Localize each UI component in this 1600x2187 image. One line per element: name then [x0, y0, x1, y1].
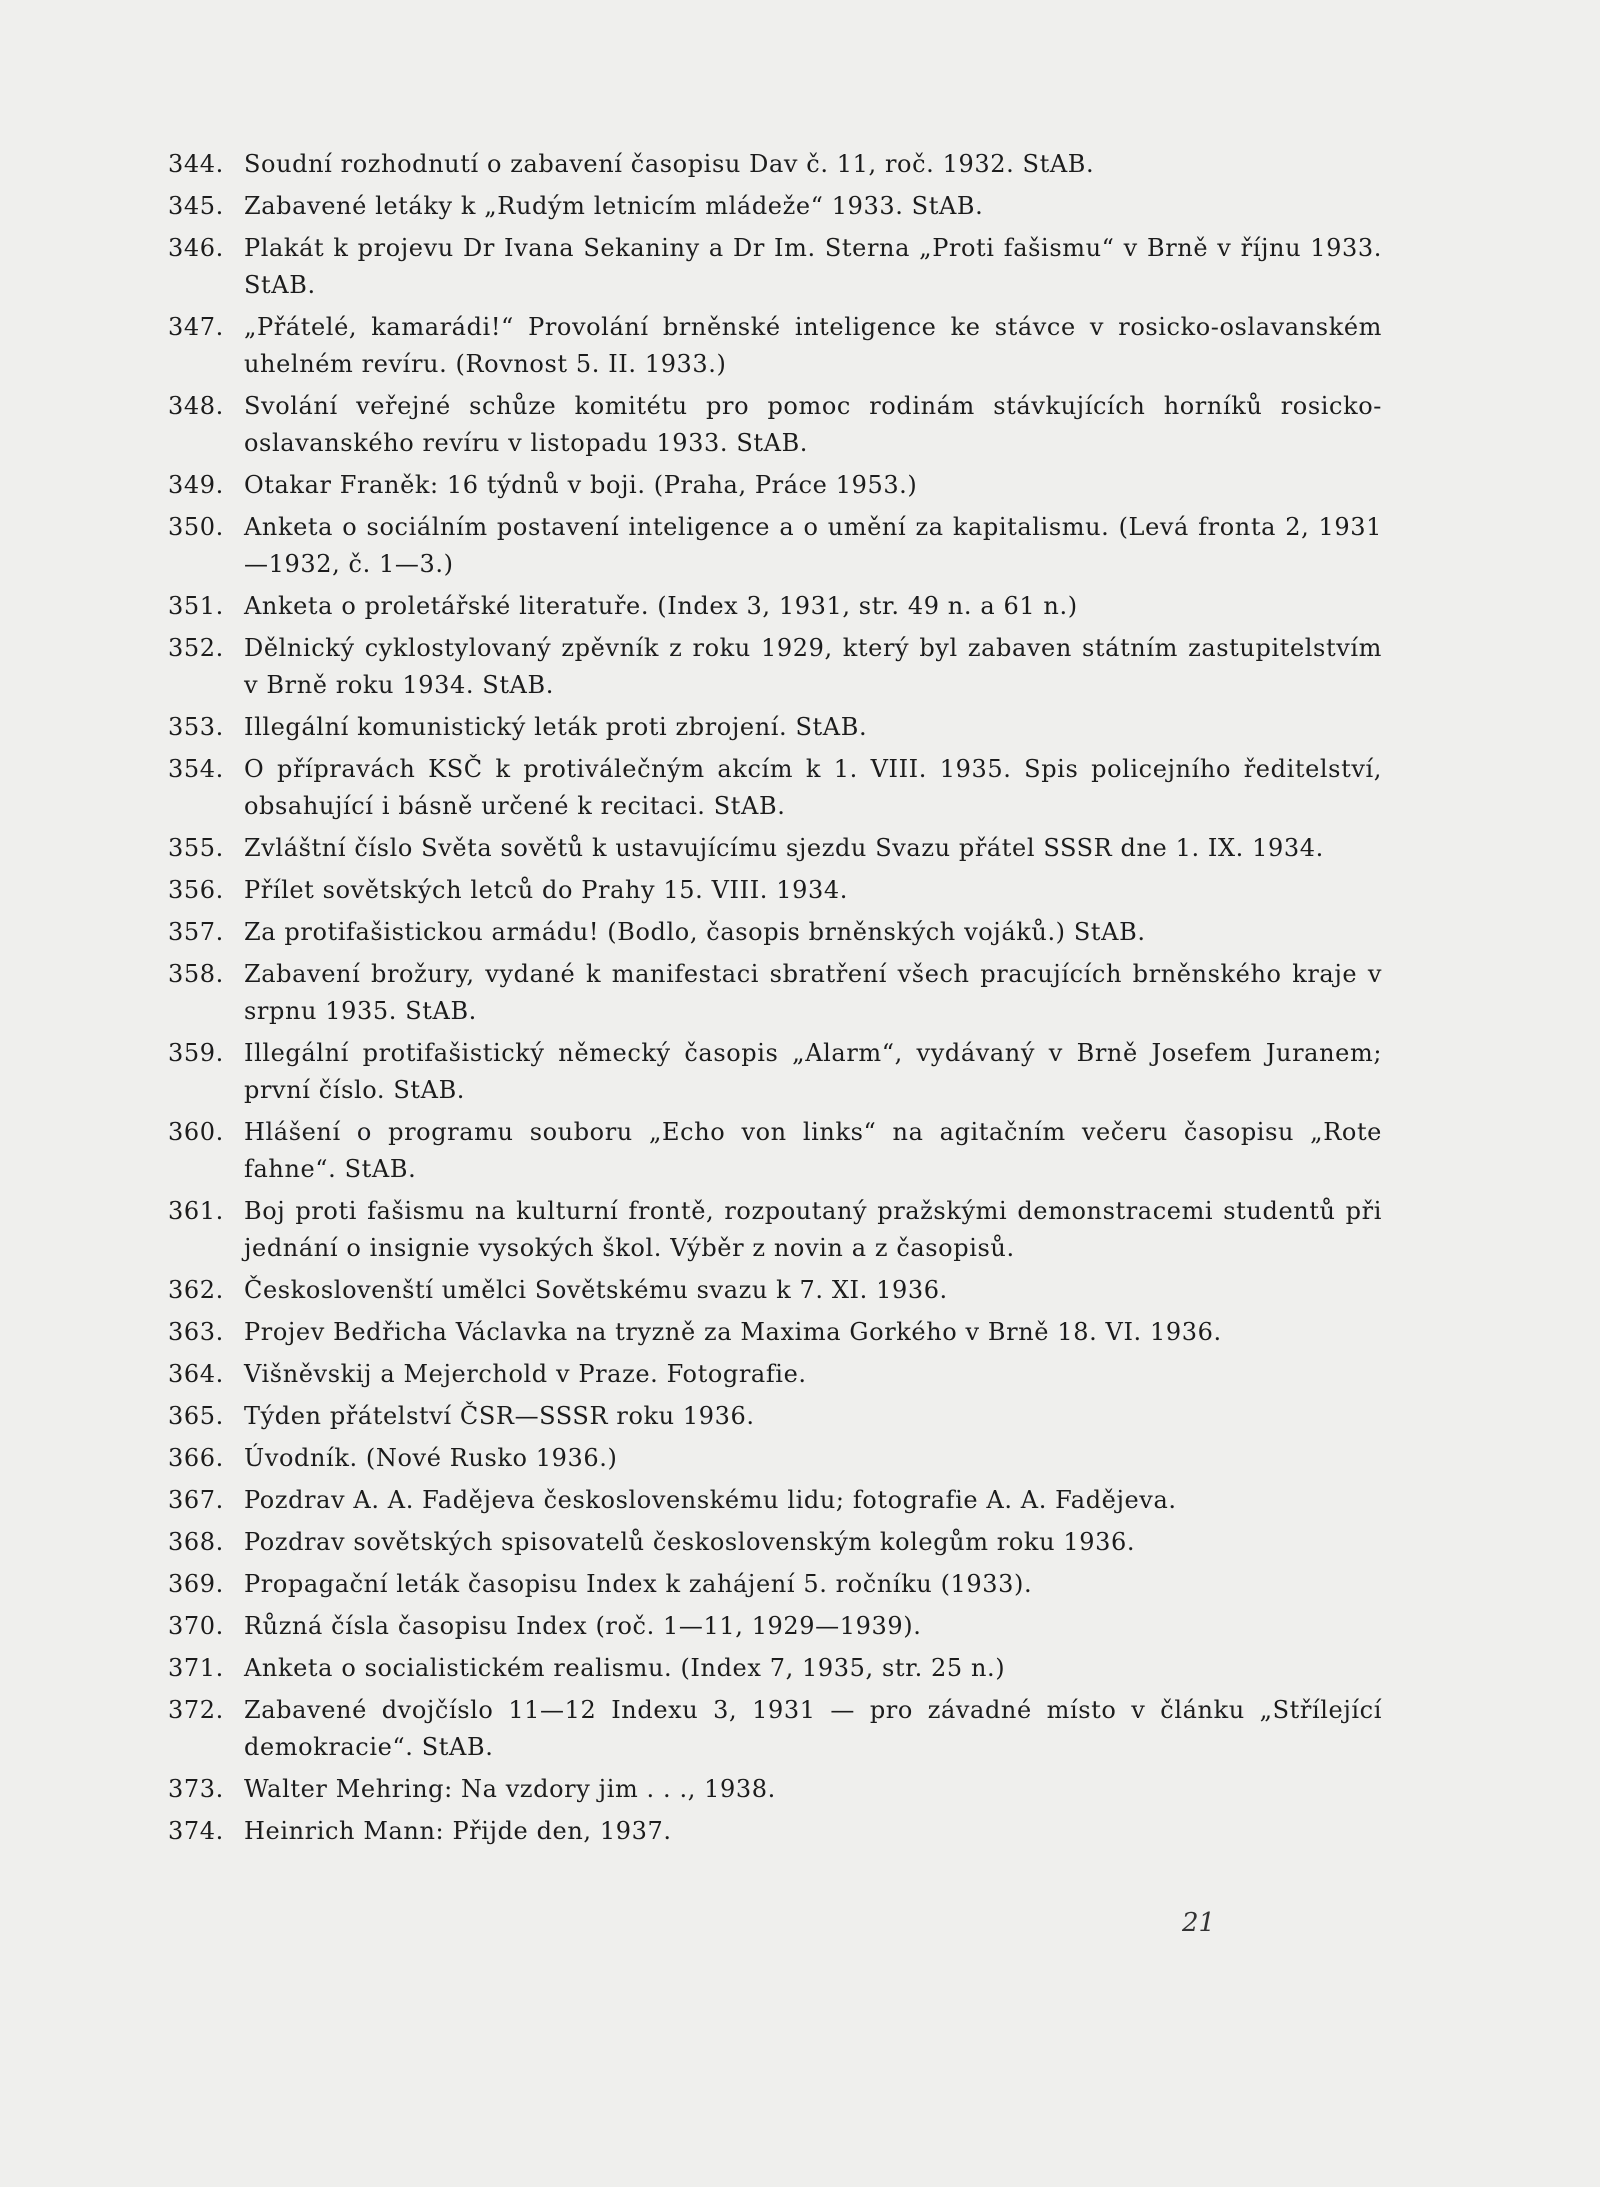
entry-text: Propagační leták časopisu Index k zahájení 5. ročníku (1933). — [244, 1570, 1033, 1598]
entry-number: 345. — [168, 192, 224, 220]
entry-number: 356. — [168, 876, 224, 904]
list-item — [168, 709, 1382, 746]
entry-number: 344. — [168, 150, 224, 178]
entry-number: 366. — [168, 1444, 224, 1472]
entry-number: 365. — [168, 1402, 224, 1430]
entry-text: Různá čísla časopisu Index (roč. 1—11, 1929—1939). — [244, 1612, 922, 1640]
entry-text: Heinrich Mann: Přijde den, 1937. — [244, 1817, 672, 1845]
entry-text: Walter Mehring: Na vzdory jim . . ., 1938. — [244, 1775, 776, 1803]
entry-number: 368. — [168, 1528, 224, 1556]
entry-text: Soudní rozhodnutí o zabavení časopisu Dav č. 11, roč. 1932. StAB. — [244, 150, 1095, 178]
list-item — [168, 1356, 1382, 1393]
entry-number: 359. — [168, 1039, 224, 1067]
entry-text: Boj proti fašismu na kulturní frontě, rozpoutaný pražskými demonstracemi studentů při jednání o insignie vysokých škol. Výběr z novin a z časopisů. — [244, 1197, 1382, 1262]
list-item — [168, 1035, 1382, 1109]
list-item — [168, 146, 1382, 183]
page-number: 21 — [1182, 1908, 1216, 1938]
entry-number: 369. — [168, 1570, 224, 1598]
entry-text: Anketa o socialistickém realismu. (Index 7, 1935, str. 25 n.) — [244, 1654, 1006, 1682]
entry-number: 373. — [168, 1775, 224, 1803]
entry-number: 346. — [168, 234, 224, 262]
list-item — [168, 1482, 1382, 1519]
list-item — [168, 230, 1382, 304]
list-item — [168, 1440, 1382, 1477]
entry-text: Pozdrav sovětských spisovatelů československým kolegům roku 1936. — [244, 1528, 1136, 1556]
list-item — [168, 1524, 1382, 1561]
list-item — [168, 830, 1382, 867]
entry-number: 357. — [168, 918, 224, 946]
entry-text: „Přátelé, kamarádi!“ Provolání brněnské inteligence ke stávce v rosicko-oslavanském uhelném revíru. (Rovnost 5. II. 1933.) — [244, 313, 1382, 378]
entry-number: 355. — [168, 834, 224, 862]
entry-number: 374. — [168, 1817, 224, 1845]
entry-text: Pozdrav A. A. Fadějeva československému lidu; fotografie A. A. Fadějeva. — [244, 1486, 1177, 1514]
entry-text: Zabavení brožury, vydané k manifestaci sbratření všech pracujících brněnského kraje v srpnu 1935. StAB. — [244, 960, 1382, 1025]
list-item — [168, 914, 1382, 951]
list-item — [168, 1650, 1382, 1687]
entry-number: 370. — [168, 1612, 224, 1640]
list-item — [168, 1771, 1382, 1808]
list-item — [168, 956, 1382, 1030]
entry-number: 352. — [168, 634, 224, 662]
list-item — [168, 1314, 1382, 1351]
entry-number: 360. — [168, 1118, 224, 1146]
entry-number: 361. — [168, 1197, 224, 1225]
entry-number: 347. — [168, 313, 224, 341]
entry-text: Višněvskij a Mejerchold v Praze. Fotografie. — [244, 1360, 807, 1388]
list-item — [168, 751, 1382, 825]
entry-number: 372. — [168, 1696, 224, 1724]
list-item — [168, 509, 1382, 583]
list-item — [168, 1114, 1382, 1188]
list-item — [168, 1813, 1382, 1850]
entry-number: 363. — [168, 1318, 224, 1346]
list-item — [168, 467, 1382, 504]
entry-text: Projev Bedřicha Václavka na tryzně za Maxima Gorkého v Brně 18. VI. 1936. — [244, 1318, 1222, 1346]
entry-text: Illegální protifašistický německý časopis „Alarm“, vydávaný v Brně Josefem Juranem; první číslo. StAB. — [244, 1039, 1382, 1104]
list-item — [168, 309, 1382, 383]
list-item — [168, 588, 1382, 625]
entry-number: 371. — [168, 1654, 224, 1682]
entry-number: 354. — [168, 755, 224, 783]
entry-text: Úvodník. (Nové Rusko 1936.) — [244, 1444, 618, 1472]
entry-number: 367. — [168, 1486, 224, 1514]
entry-number: 364. — [168, 1360, 224, 1388]
list-item — [168, 872, 1382, 909]
entry-text: Týden přátelství ČSR—SSSR roku 1936. — [244, 1402, 755, 1430]
list-item — [168, 1398, 1382, 1435]
entry-text: Zabavené letáky k „Rudým letnicím mládeže“ 1933. StAB. — [244, 192, 984, 220]
entry-text: Zvláštní číslo Světa sovětů k ustavujícímu sjezdu Svazu přátel SSSR dne 1. IX. 1934. — [244, 834, 1324, 862]
list-item — [168, 1608, 1382, 1645]
entry-list — [168, 146, 1382, 1855]
entry-text: Anketa o sociálním postavení inteligence a o umění za kapitalismu. (Levá fronta 2, 1931—1932, č. 1—3.) — [244, 513, 1382, 578]
entry-number: 358. — [168, 960, 224, 988]
list-item — [168, 188, 1382, 225]
entry-text: Illegální komunistický leták proti zbrojení. StAB. — [244, 713, 868, 741]
entry-number: 350. — [168, 513, 224, 541]
entry-text: Zabavené dvojčíslo 11—12 Indexu 3, 1931 — pro závadné místo v článku „Střílející demokracie“. StAB. — [244, 1696, 1382, 1761]
entry-text: Za protifašistickou armádu! (Bodlo, časopis brněnských vojáků.) StAB. — [244, 918, 1146, 946]
list-item — [168, 630, 1382, 704]
entry-text: O přípravách KSČ k protiválečným akcím k 1. VIII. 1935. Spis policejního ředitelství, obsahující i básně určené k recitaci. StAB. — [244, 755, 1382, 820]
entry-text: Přílet sovětských letců do Prahy 15. VIII. 1934. — [244, 876, 848, 904]
list-item — [168, 388, 1382, 462]
list-item — [168, 1566, 1382, 1603]
entry-number: 353. — [168, 713, 224, 741]
entry-number: 362. — [168, 1276, 224, 1304]
entry-number: 349. — [168, 471, 224, 499]
entry-text: Anketa o proletářské literatuře. (Index 3, 1931, str. 49 n. a 61 n.) — [244, 592, 1078, 620]
entry-text: Hlášení o programu souboru „Echo von links“ na agitačním večeru časopisu „Rote fahne“. StAB. — [244, 1118, 1382, 1183]
entry-text: Dělnický cyklostylovaný zpěvník z roku 1929, který byl zabaven státním zastupitelstvím v Brně roku 1934. StAB. — [244, 634, 1382, 699]
list-item — [168, 1272, 1382, 1309]
list-item — [168, 1193, 1382, 1267]
entry-text: Otakar Franěk: 16 týdnů v boji. (Praha, Práce 1953.) — [244, 471, 918, 499]
entry-number: 351. — [168, 592, 224, 620]
entry-text: Svolání veřejné schůze komitétu pro pomoc rodinám stávkujících horníků rosicko-oslavanského revíru v listopadu 1933. StAB. — [244, 392, 1382, 457]
entry-text: Plakát k projevu Dr Ivana Sekaniny a Dr Im. Sterna „Proti fašismu“ v Brně v říjnu 1933. StAB. — [244, 234, 1382, 299]
entry-number: 348. — [168, 392, 224, 420]
entry-text: Českoslovenští umělci Sovětskému svazu k 7. XI. 1936. — [244, 1276, 948, 1304]
list-item — [168, 1692, 1382, 1766]
